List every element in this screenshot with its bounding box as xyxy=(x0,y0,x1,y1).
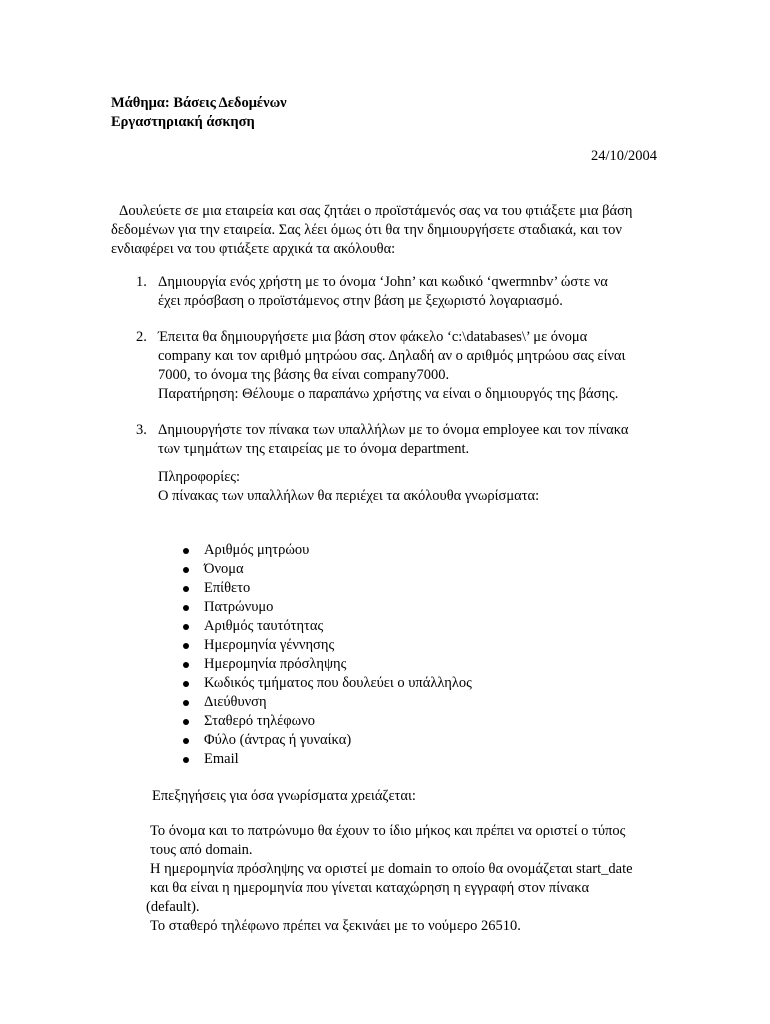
intro-line: δεδομένων για την εταιρεία. Σας λέει όμως ότι θα την δημιουργήσετε σταδιακά, και τον xyxy=(111,222,622,238)
list-item xyxy=(181,674,472,693)
bullet-icon xyxy=(183,700,189,706)
list-item xyxy=(181,579,472,598)
course-title: Μάθημα: Βάσεις Δεδομένων xyxy=(111,95,287,111)
attribute-label: Κωδικός τμήματος που δουλεύει ο υπάλληλος xyxy=(204,675,472,691)
task-line: 7000, το όνομα της βάσης θα είναι company7000. xyxy=(158,367,450,383)
explanation-line: (default). xyxy=(146,899,200,915)
info-section xyxy=(158,468,658,506)
list-item xyxy=(181,655,472,674)
attribute-label: Email xyxy=(204,751,239,767)
task-line: Έπειτα θα δημιουργήσετε μια βάση στον φάκελο ‘c:\databases\’ με όνομα xyxy=(158,329,588,345)
attribute-list xyxy=(181,541,472,769)
task-line: των τμημάτων της εταιρείας με το όνομα department. xyxy=(158,441,470,457)
task-number: 1. xyxy=(136,274,147,290)
bullet-icon xyxy=(183,586,189,592)
task-line: έχει πρόσβαση ο προϊστάμενος στην βάση με ξεχωριστό λογαριασμό. xyxy=(158,293,563,309)
explanation-line: και θα είναι η ημερομηνία που γίνεται καταχώρηση η εγγραφή στον πίνακα xyxy=(150,880,590,896)
bullet-icon xyxy=(183,567,189,573)
attribute-label: Αριθμός ταυτότητας xyxy=(204,618,324,634)
list-item xyxy=(181,750,472,769)
list-item xyxy=(181,693,472,712)
attribute-label: Ημερομηνία πρόσληψης xyxy=(204,656,347,672)
task-line: Δημιουργήστε τον πίνακα των υπαλλήλων με το όνομα employee και τον πίνακα xyxy=(158,422,629,438)
task-item xyxy=(111,328,663,404)
list-item xyxy=(181,636,472,655)
bullet-icon xyxy=(183,738,189,744)
explanations-heading: Επεξηγήσεις για όσα γνωρίσματα χρειάζεται: xyxy=(152,788,416,804)
attribute-label: Αριθμός μητρώου xyxy=(204,542,310,558)
attribute-label: Σταθερό τηλέφωνο xyxy=(204,713,315,729)
task-line: company και τον αριθμό μητρώου σας. Δηλαδή αν ο αριθμός μητρώου σας είναι xyxy=(158,348,626,364)
exercise-title: Εργαστηριακή άσκηση xyxy=(111,114,255,130)
bullet-icon xyxy=(183,757,189,763)
list-item xyxy=(181,731,472,750)
document-header xyxy=(111,94,287,132)
list-item xyxy=(181,560,472,579)
explanation-line: Η ημερομηνία πρόσληψης να οριστεί με domain το οποίο θα ονομάζεται start_date xyxy=(150,861,633,877)
attribute-label: Φύλο (άντρας ή γυναίκα) xyxy=(204,732,352,748)
bullet-icon xyxy=(183,548,189,554)
intro-paragraph xyxy=(111,202,663,259)
info-text: Ο πίνακας των υπαλλήλων θα περιέχει τα ακόλουθα γνωρίσματα: xyxy=(158,488,540,504)
attribute-label: Ημερομηνία γέννησης xyxy=(204,637,335,653)
task-item xyxy=(111,273,663,311)
document-date: 24/10/2004 xyxy=(590,148,657,164)
task-item xyxy=(111,421,663,459)
task-line: Δημιουργία ενός χρήστη με το όνομα ‘John’ και κωδικό ‘qwermnbv’ ώστε να xyxy=(158,274,608,290)
list-item xyxy=(181,541,472,560)
bullet-icon xyxy=(183,719,189,725)
task-note: Παρατήρηση: Θέλουμε ο παραπάνω χρήστης να είναι ο δημιουργός της βάσης. xyxy=(158,386,619,402)
bullet-icon xyxy=(183,605,189,611)
task-number: 2. xyxy=(136,329,147,345)
task-number: 3. xyxy=(136,422,147,438)
intro-line: Δουλεύετε σε μια εταιρεία και σας ζητάει ο προϊστάμενός σας να του φτιάξετε μια βάση xyxy=(119,203,633,219)
attribute-label: Διεύθυνση xyxy=(204,694,267,710)
explanation-line: Το σταθερό τηλέφωνο πρέπει να ξεκινάει με το νούμερο 26510. xyxy=(150,918,521,934)
attribute-label: Επίθετο xyxy=(204,580,251,596)
bullet-icon xyxy=(183,643,189,649)
task-list xyxy=(111,273,663,476)
explanation-line: Το όνομα και το πατρώνυμο θα έχουν το ίδιο μήκος και πρέπει να οριστεί ο τύπος xyxy=(150,823,626,839)
bullet-icon xyxy=(183,624,189,630)
explanation-line: τους από domain. xyxy=(150,842,253,858)
attribute-label: Πατρώνυμο xyxy=(204,599,274,615)
list-item xyxy=(181,598,472,617)
attribute-label: Όνομα xyxy=(204,561,244,577)
bullet-icon xyxy=(183,662,189,668)
list-item xyxy=(181,712,472,731)
info-heading: Πληροφορίες: xyxy=(158,469,241,485)
list-item xyxy=(181,617,472,636)
bullet-icon xyxy=(183,681,189,687)
intro-line: ενδιαφέρει να του φτιάξετε αρχικά τα ακόλουθα: xyxy=(111,241,396,257)
explanations-body xyxy=(146,822,666,936)
